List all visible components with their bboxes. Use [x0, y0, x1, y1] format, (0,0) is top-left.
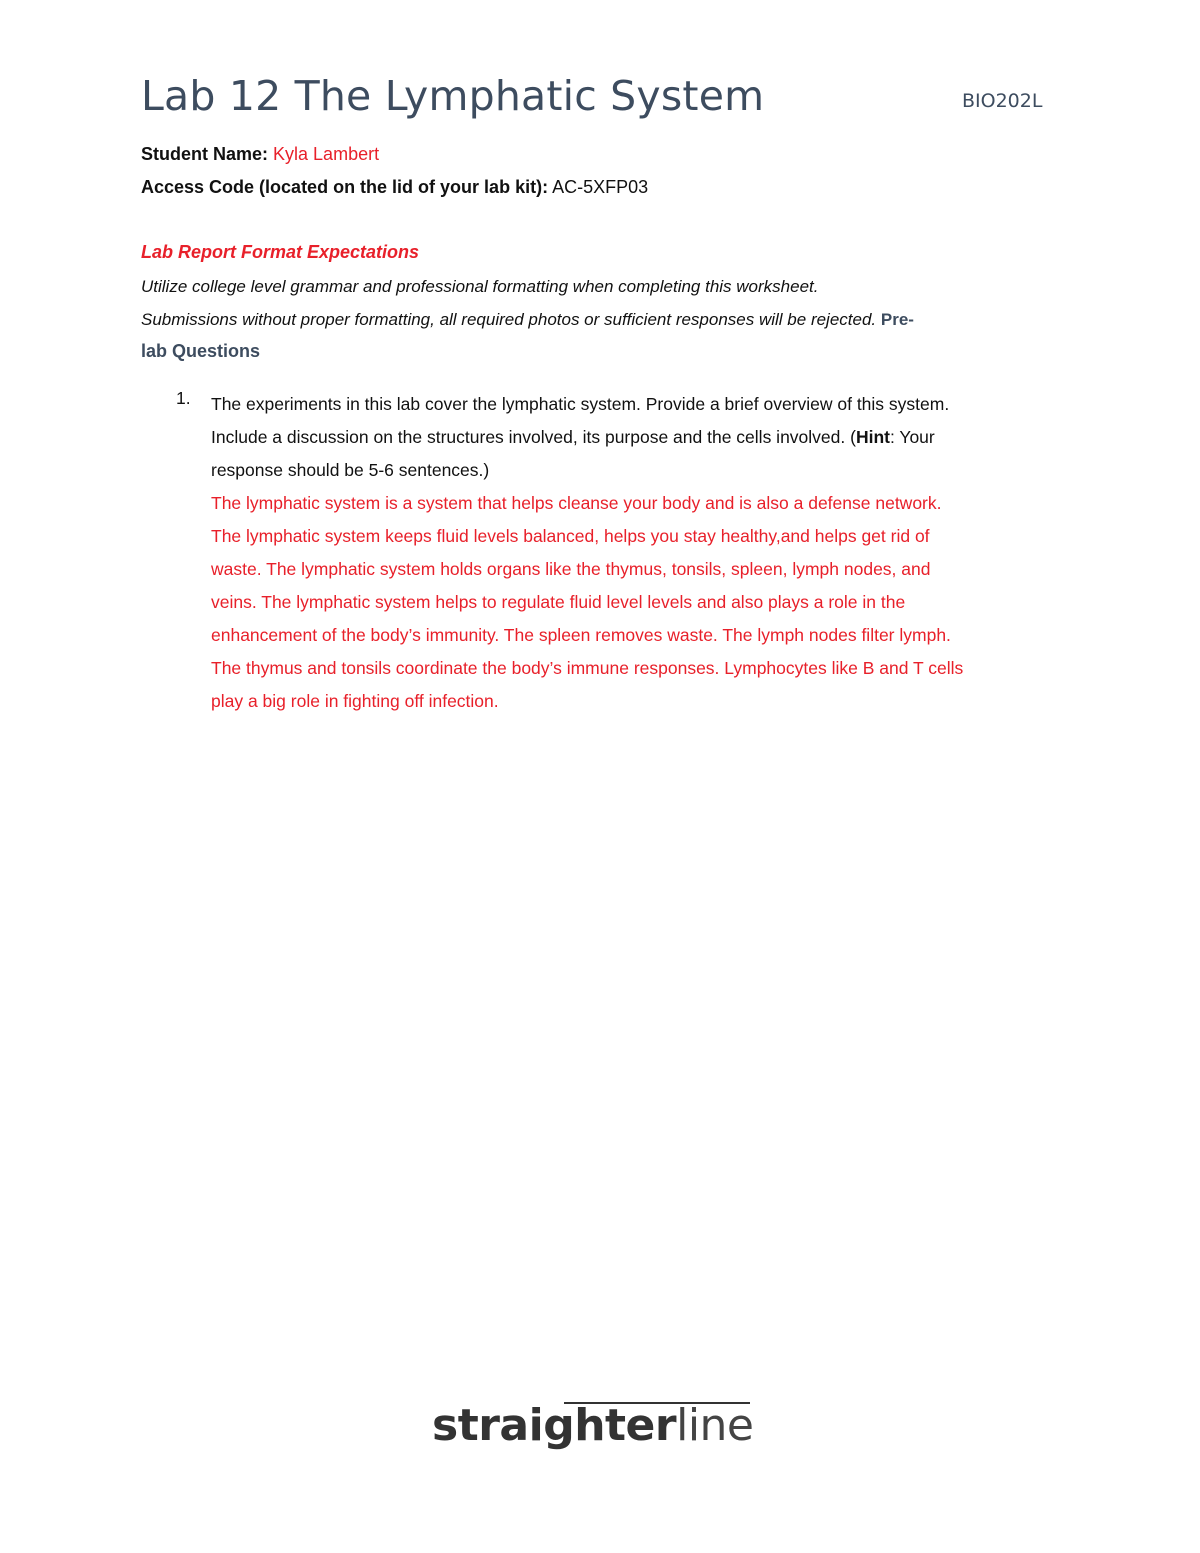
- logo-light-part: line: [676, 1400, 754, 1451]
- access-code-value[interactable]: AC-5XFP03: [552, 177, 649, 197]
- question-line2-start: Include a discussion on the structures involved, its purpose and the cells involved. (: [211, 427, 856, 447]
- prelab-heading-end: lab Questions: [141, 341, 261, 361]
- format-instruction-2-text: Submissions without proper formatting, all required photos or sufficient responses will be rejected.: [141, 310, 877, 329]
- hint-label: Hint: [855, 427, 890, 447]
- student-name-line: [141, 144, 379, 165]
- straighterline-logo: [432, 1398, 762, 1460]
- format-instruction-1: Utilize college level grammar and professional formatting when completing this worksheet.: [141, 277, 819, 296]
- format-instruction-2: [141, 310, 914, 330]
- page-title: Lab 12 The Lymphatic System: [141, 72, 765, 120]
- access-code-line: [141, 177, 648, 198]
- logo-bold-part: straighter: [432, 1400, 677, 1451]
- answer-line: The thymus and tonsils coordinate the body’s immune responses. Lymphocytes like B and T cells: [211, 658, 964, 678]
- access-code-label: Access Code (located on the lid of your lab kit):: [141, 177, 549, 197]
- course-code: BIO202L: [962, 90, 1043, 112]
- question-text-line: [211, 421, 1081, 454]
- question-text-line: response should be 5-6 sentences.): [211, 460, 490, 480]
- answer-line: play a big role in fighting off infection.: [211, 691, 499, 711]
- prelab-heading-start: Pre-: [880, 310, 914, 329]
- question-number: 1.: [176, 388, 191, 408]
- answer-response[interactable]: [211, 487, 1081, 718]
- answer-line: The lymphatic system is a system that helps cleanse your body and is also a defense network.: [211, 493, 942, 513]
- answer-line: enhancement of the body’s immunity. The spleen removes waste. The lymph nodes filter lymph.: [211, 625, 951, 645]
- logo-text: [432, 1400, 754, 1451]
- student-name-value[interactable]: Kyla Lambert: [273, 144, 380, 164]
- question-text-line: The experiments in this lab cover the lymphatic system. Provide a brief overview of this system.: [211, 394, 950, 414]
- answer-line: veins. The lymphatic system helps to regulate fluid level levels and also plays a role in the: [211, 592, 906, 612]
- question-1: [211, 388, 1081, 718]
- answer-line: waste. The lymphatic system holds organs like the thymus, tonsils, spleen, lymph nodes, and: [211, 559, 931, 579]
- student-name-label: Student Name:: [141, 144, 269, 164]
- question-line2-end: : Your: [889, 427, 935, 447]
- format-expectations-heading: Lab Report Format Expectations: [141, 242, 420, 262]
- answer-line: The lymphatic system keeps fluid levels balanced, helps you stay healthy,and helps get rid of: [211, 526, 930, 546]
